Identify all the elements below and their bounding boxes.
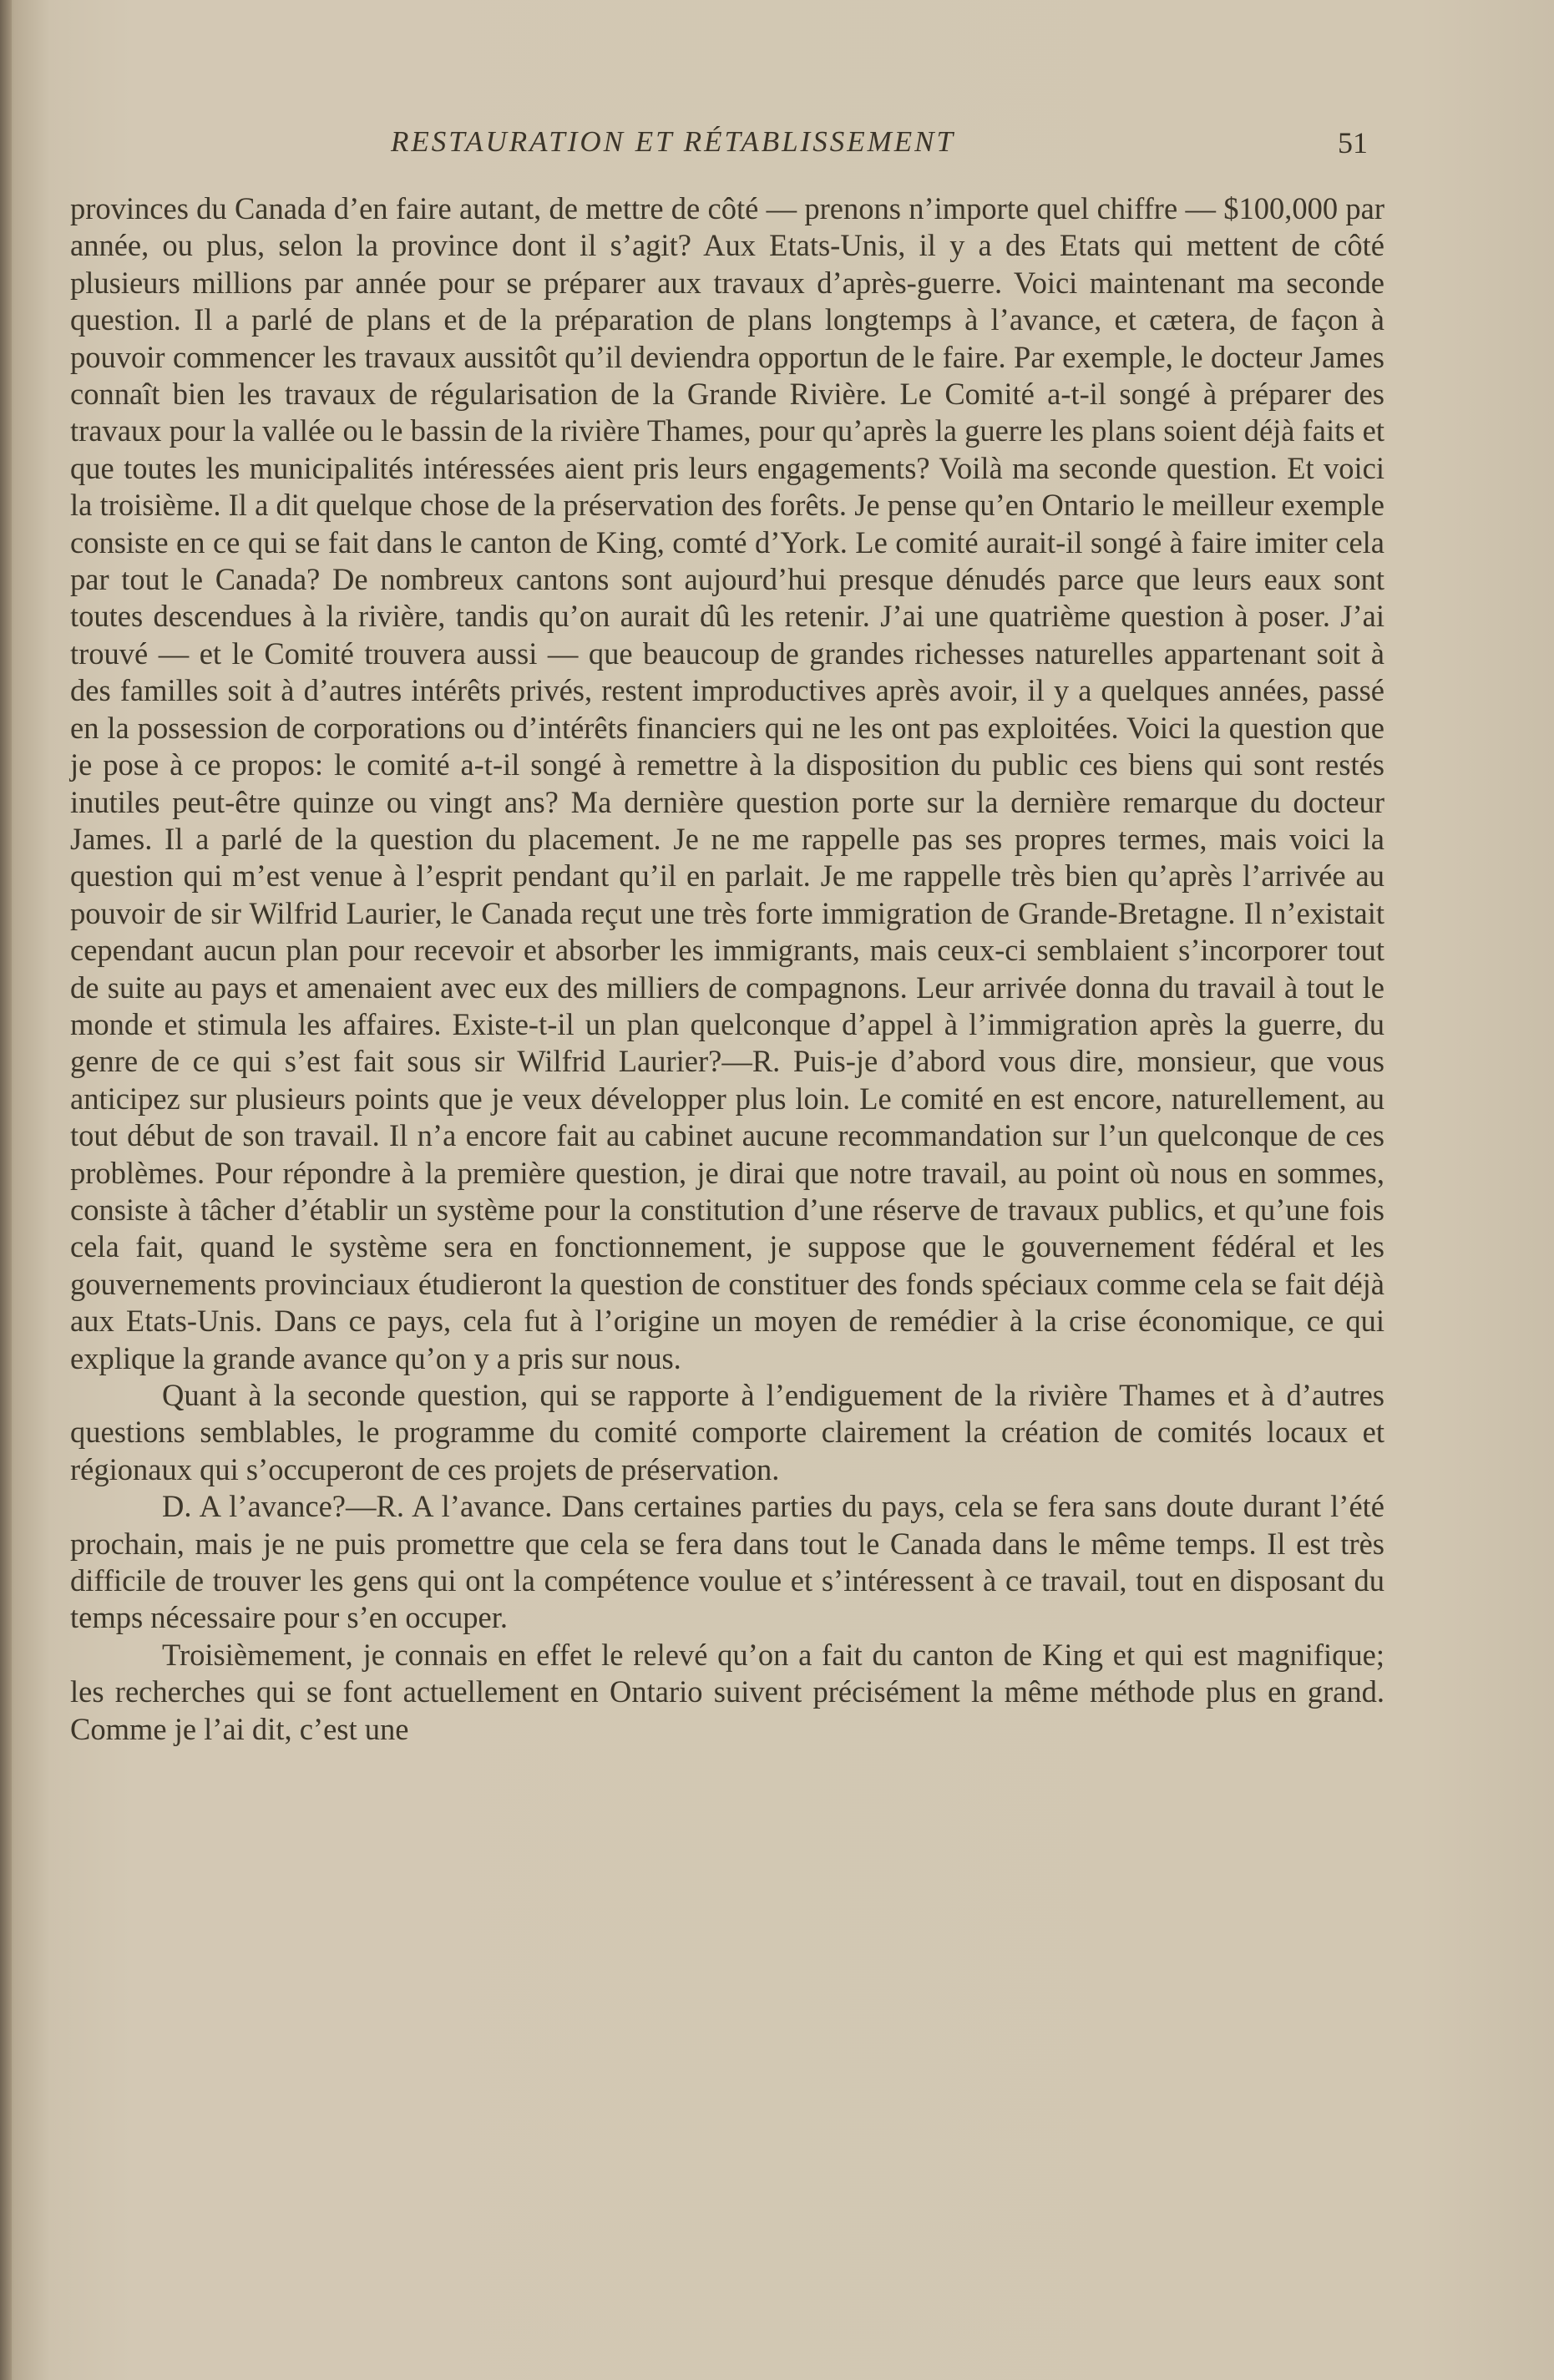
- running-title: RESTAURATION ET RÉTABLISSEMENT: [391, 125, 955, 158]
- paragraph: provinces du Canada d’en faire autant, de mettre de côté — prenons n’importe quel chiffre — $100,000 par année, ou plus, selon la province dont il s’agit? Aux Etats-Unis, il y a des Etats qui mettent de côté plusieurs millions par année pour se préparer aux travaux d’après-guerre. Voici maintenant ma seconde question. Il a parlé de plans et de la préparation de plans longtemps à l’avance, et cætera, de façon à pouvoir commencer les travaux aussitôt qu’il deviendra opportun de le faire. Par exemple, le docteur James connaît bien les travaux de régularisation de la Grande Rivière. Le Comité a-t-il songé à préparer des travaux pour la vallée ou le bassin de la rivière Thames, pour qu’après la guerre les plans soient déjà faits et que toutes les municipalités intéressées aient pris leurs engagements? Voilà ma seconde question. Et voici la troisième. Il a dit quelque chose de la préservation des forêts. Je pense qu’en Ontario le meilleur exemple consiste en ce qui se fait dans le canton de King, comté d’York. Le comité aurait-il songé à faire imiter cela par tout le Canada? De nombreux cantons sont aujourd’hui presque dénudés parce que leurs eaux sont toutes descendues à la rivière, tandis qu’on aurait dû les retenir. J’ai une quatrième question à poser. J’ai trouvé — et le Comité trouvera aussi — que beaucoup de grandes richesses naturelles appartenant soit à des familles soit à d’autres intérêts privés, restent improductives après avoir, il y a quelques années, passé en la possession de corporations ou d’intérêts financiers qui ne les ont pas exploitées. Voici la question que je pose à ce propos: le comité a-t-il songé à remettre à la disposition du public ces biens qui sont restés inutiles peut-être quinze ou vingt ans? Ma dernière question porte sur la dernière remarque du docteur James. Il a parlé de la question du placement. Je ne me rappelle pas ses propres termes, mais voici la question qui m’est venue à l’esprit pendant qu’il en parlait. Je me rappelle très bien qu’après l’arrivée au pouvoir de sir Wilfrid Laurier, le Canada reçut une très forte immigration de Grande-Bretagne. Il n’existait cependant aucun plan pour recevoir et absorber les immigrants, mais ceux-ci semblaient s’incorporer tout de suite au pays et amenaient avec eux des milliers de compagnons. Leur arrivée donna du travail à tout le monde et stimula les affaires. Existe-t-il un plan quelconque d’appel à l’immigration après la guerre, du genre de ce qui s’est fait sous sir Wilfrid Laurier?—R. Puis-je d’abord vous dire, monsieur, que vous anticipez sur plusieurs points que je veux développer plus loin. Le comité en est encore, naturellement, au tout début de son travail. Il n’a encore fait au cabinet aucune recommandation sur l’un quelconque de ces problèmes. Pour répondre à la première question, je dirai que notre travail, au point où nous en sommes, consiste à tâcher d’établir un système pour la constitution d’une réserve de travaux publics, et qu’une fois cela fait, quand le système sera en fonctionnement, je suppose que le gouvernement fédéral et les gouvernements provinciaux étudieront la question de constituer des fonds spéciaux comme cela se fait déjà aux Etats-Unis. Dans ce pays, cela fut à l’origine un moyen de remédier à la crise économique, ce qui explique la grande avance qu’on y a pris sur nous.: [70, 191, 1384, 1375]
- page-number: 51: [1338, 126, 1368, 160]
- paragraph: D. A l’avance?—R. A l’avance. Dans certaines parties du pays, cela se fera sans doute durant l’été prochain, mais je ne puis promettre que cela se fera dans tout le Canada dans le même temps. Il est très difficile de trouver les gens qui ont la compétence voulue et s’intéressent à ce travail, tout en disposant du temps nécessaire pour s’en occuper.: [70, 1489, 1384, 1635]
- page-header: [0, 125, 1554, 175]
- paragraph: Troisièmement, je connais en effet le relevé qu’on a fait du canton de King et qui est magnifique; les recherches qui se font actuellement en Ontario suivent précisément la même méthode plus en grand. Comme je l’ai dit, c’est une: [70, 1637, 1384, 1746]
- body-text: [70, 190, 1384, 1748]
- paragraph: Quant à la seconde question, qui se rapporte à l’endiguement de la rivière Thames et à d’autres questions semblables, le programme du comité comporte clairement la création de comités locaux et régionaux qui s’occuperont de ces projets de préservation.: [70, 1378, 1384, 1486]
